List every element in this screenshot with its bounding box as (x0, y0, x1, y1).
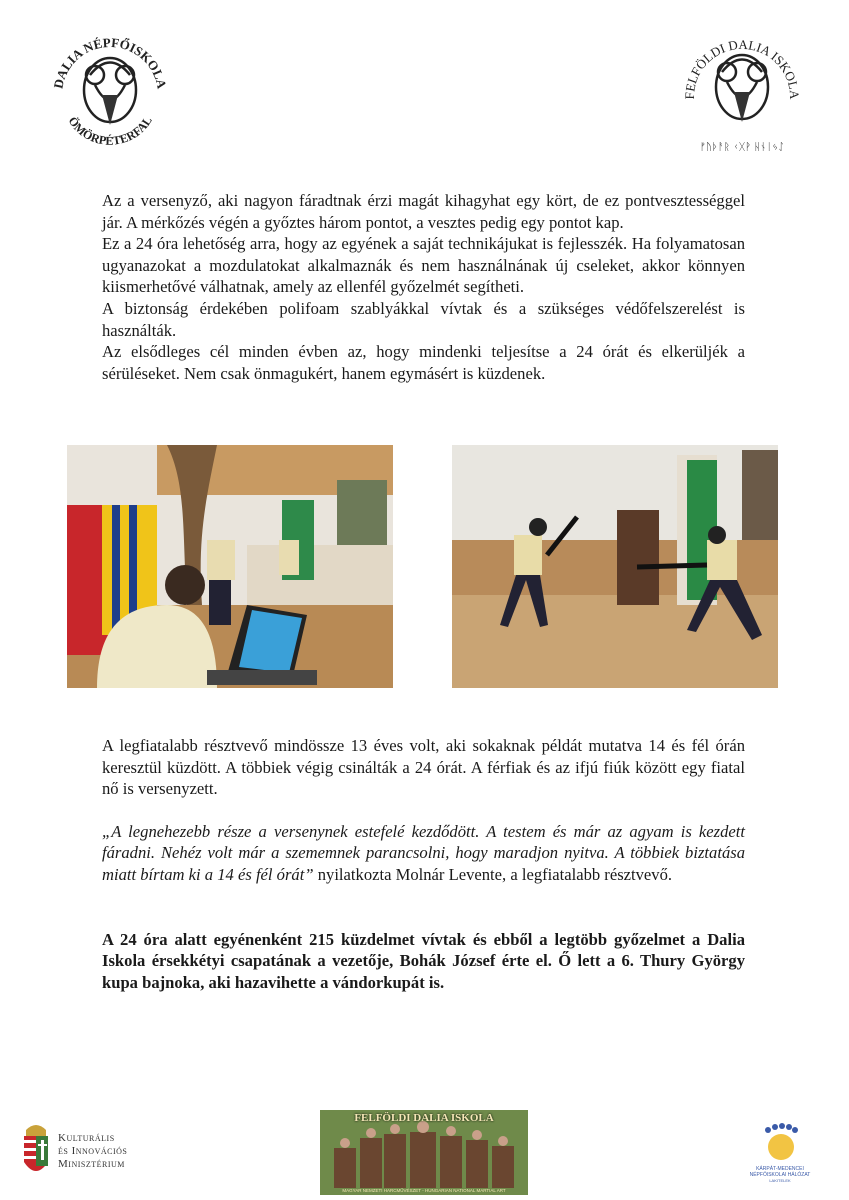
photo-sabre-fencing (452, 445, 778, 688)
ministry-logo (22, 1120, 157, 1182)
felfoldi-dalia-iskola-banner (320, 1110, 528, 1195)
body-text-top (102, 190, 745, 384)
hungarian-coat-of-arms-icon (22, 1122, 50, 1180)
ministry-line: Kulturális (58, 1131, 115, 1144)
paragraph: Az elsődleges cél minden évben az, hogy mindenki teljesítse a 24 órát és elkerüljék a sérüléseket. Nem csak önmagukért, hanem egymásért is küzdenek. (102, 342, 745, 383)
paragraph-bold: A 24 óra alatt egyénenként 215 küzdelmet vívtak és ebből a legtöbb győzelmet a Dalia Iskola érsekkétyi csapatának a vezetője, Bohák József érte el. Ő lett a 6. Thury György kupa bajnoka, aki hazavihette a vándorkupát is. (102, 929, 745, 992)
network-line: KÁRPÁT-MEDENCEI (756, 1166, 804, 1172)
body-text-bottom (102, 735, 745, 993)
paragraph: A legfiatalabb résztvevő mindössze 13 éves volt, aki sokaknak példát mutatva 14 és fél órán keresztül küzdött. A többiek végig csinálták a 24 órát. A férfiak és az ifjú fiúk között egy fiatal nő is versenyzett. (102, 736, 745, 799)
ministry-line: és Innovációs (58, 1144, 128, 1157)
svg-text:DALIA NÉPFŐISKOLA: DALIA NÉPFŐISKOLA (50, 34, 170, 90)
ministry-line: Minisztérium (58, 1157, 125, 1170)
svg-text:ᚠᚢᚦᚨᚱ ᚲᚷᚹ ᚺᚾᛁᛃᛇ: ᚠᚢᚦᚨᚱ ᚲᚷᚹ ᚺᚾᛁᛃᛇ (699, 142, 785, 153)
svg-text:FELFÖLDI DALIA ISKOLA: FELFÖLDI DALIA ISKOLA (681, 36, 803, 100)
paragraph: Ez a 24 óra lehetőség arra, hogy az egyének a saját technikájukat is fejlesszék. Ha folyamatosan ugyanazokat a mozdulatokat alkalmaznák és nem használnának új cseleket, akkor könnyen kiismerhetővé válhatnak, amely az ellenfél győzelmét segítheti. (102, 234, 745, 297)
paragraph: A biztonság érdekében polifoam szablyákkal vívtak és a szükséges védőfelszerelést is használták. (102, 298, 745, 340)
svg-text:GÖMÖRPÉTERFALA: ÖMÖRPÉTERFAL (65, 113, 155, 148)
felfoldi-dalia-iskola-logo (672, 25, 812, 165)
quote-text: „A legnehezebb része a versenynek estefelé kezdődött. A testem és már az agyam is kezdett fáradni. Nehéz volt már a szememnek parancsolni, hogy maradjon nyitva. A többiek biztatása miatt bírtam ki a 14 és fél órát” (102, 821, 745, 884)
banner-subtitle: MAGYAR NEMZETI HARCMŰVÉSZET - HUNGARIAN NATIONAL MARTIAL ART (342, 1188, 506, 1193)
network-emblem-icon (760, 1122, 800, 1162)
photo-laptop-scoring (67, 445, 393, 688)
karpat-medencei-nepfoiskolai-halozat-logo (745, 1122, 815, 1184)
dalia-nepfoiskola-logo (40, 25, 180, 165)
quote-paragraph (102, 821, 745, 886)
network-line: NÉPFŐISKOLAI HÁLÓZAT (749, 1172, 811, 1178)
network-line: LAKITELEK (769, 1178, 791, 1183)
quote-attribution: nyilatkozta Molnár Levente, a legfiatalabb résztvevő. (313, 864, 673, 884)
paragraph: Az a versenyző, aki nagyon fáradtnak érzi magát kihagyhat egy kört, de ez pontvesztességgel jár. A mérkőzés végén a győztes három pontot, a vesztes pedig egy pontot kap. (102, 191, 745, 232)
banner-title: FELFÖLDI DALIA ISKOLA (354, 1112, 494, 1124)
